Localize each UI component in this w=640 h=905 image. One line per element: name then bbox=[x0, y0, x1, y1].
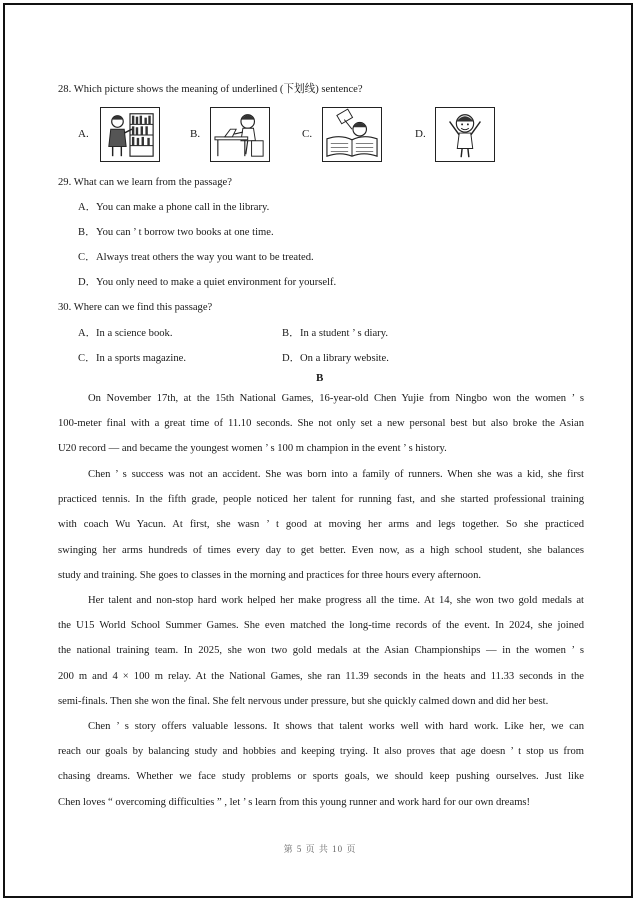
passage-line: Chen loves “ overcoming difficulties ” , let ’ s learn from this young runner and work hard for our own dreams! bbox=[58, 796, 531, 808]
passage-line: the national training team. In 2025, she won two gold medals at the Asian Championships — in the women ’ s bbox=[58, 645, 584, 657]
passage-line: Her talent and non-stop hard work helped her make progress all the time. At 14, she won two gold medals at bbox=[88, 595, 584, 606]
passage-line: with coach Wu Yacun. At first, she wasn ’ t good at moving her arms and legs together. So she practiced bbox=[58, 519, 584, 531]
person-with-open-book-icon bbox=[323, 108, 381, 161]
section-heading: B bbox=[316, 372, 324, 384]
option-letter: C． bbox=[78, 252, 96, 263]
passage-line: semi-finals. Then she won the final. She felt nervous under pressure, but she quickly calmed down and did her best. bbox=[58, 695, 549, 707]
passage-line: Chen ’ s success was not an accident. She was born into a family of runners. When she was a kid, she first bbox=[88, 469, 584, 480]
passage-paragraph-4 bbox=[58, 714, 584, 815]
q30-option-a[interactable] bbox=[78, 327, 172, 340]
q28-stem: 28. Which picture shows the meaning of underlined (下划线) sentence? bbox=[58, 84, 363, 95]
option-text: You can make a phone call in the library. bbox=[96, 202, 270, 213]
passage-paragraph-3 bbox=[58, 588, 584, 714]
person-at-bookshelf-icon bbox=[101, 108, 159, 161]
option-letter: B． bbox=[78, 227, 96, 238]
q30-option-b[interactable] bbox=[282, 327, 388, 340]
option-letter: D． bbox=[282, 353, 301, 364]
q28-option-b-letter: B. bbox=[190, 128, 201, 140]
person-reading-at-desk-icon bbox=[211, 108, 269, 161]
option-letter: A． bbox=[78, 328, 97, 339]
option-text: In a science book. bbox=[96, 328, 173, 339]
q28-option-d-letter: D. bbox=[415, 128, 426, 140]
q28-picture-b[interactable] bbox=[210, 107, 270, 162]
option-letter: A． bbox=[78, 202, 97, 213]
option-text: You can ’ t borrow two books at one time. bbox=[96, 227, 274, 238]
passage-line: the U15 World School Summer Games. She even matched the long-time records of the event. In 2024, she joined bbox=[58, 620, 584, 632]
q29-option-d[interactable] bbox=[78, 276, 336, 289]
happy-child-arms-raised-icon bbox=[436, 108, 494, 161]
option-letter: B． bbox=[282, 328, 300, 339]
q28-option-a-letter: A. bbox=[78, 128, 89, 140]
option-text: On a library website. bbox=[300, 353, 389, 364]
option-text: You only need to make a quiet environment for yourself. bbox=[96, 277, 337, 288]
passage-line: practiced tennis. In the fifth grade, people noticed her talent for running fast, and she started professional training bbox=[58, 494, 584, 506]
passage-line: On November 17th, at the 15th National Games, 16-year-old Chen Yujie from Ningbo won the women ’ s bbox=[88, 393, 584, 404]
option-text: In a student ’ s diary. bbox=[300, 328, 388, 339]
q29-stem: 29. What can we learn from the passage? bbox=[58, 177, 232, 188]
passage-line: Chen ’ s story offers valuable lessons. It shows that talent works well with hard work. Like her, we can bbox=[88, 721, 584, 732]
passage-paragraph-2 bbox=[58, 462, 584, 588]
passage-line: 200 m and 4 × 100 m relay. At the National Games, she ran 11.39 seconds in the heats and 11.33 seconds in the bbox=[58, 670, 584, 682]
passage-line: chasing dreams. Whether we face study problems or sports goals, we should keep pushing ourselves. Just like bbox=[58, 771, 584, 783]
q30-option-c[interactable] bbox=[78, 352, 186, 365]
option-text: Always treat others the way you want to be treated. bbox=[96, 252, 314, 263]
passage-line: swinging her arms hundreds of times every day to get better. Even now, as a high school student, she balances bbox=[58, 544, 584, 556]
passage-line: reach our goals by balancing study and hobbies and keeping trying. It also proves that age doesn ’ t stop us from bbox=[58, 746, 584, 758]
passage-line: 100-meter final with a great time of 11.10 seconds. She not only set a new personal best but also broke the Asian bbox=[58, 418, 584, 430]
option-letter: D． bbox=[78, 277, 97, 288]
q28-picture-a[interactable] bbox=[100, 107, 160, 162]
passage-paragraph-1 bbox=[58, 386, 584, 462]
q30-option-d[interactable] bbox=[282, 352, 389, 365]
page-footer: 第 5 页 共 10 页 bbox=[283, 844, 357, 854]
q28-picture-d[interactable] bbox=[435, 107, 495, 162]
passage-line: study and training. She goes to classes in the morning and practices for three hours every afternoon. bbox=[58, 569, 482, 581]
q30-stem: 30. Where can we find this passage? bbox=[58, 302, 213, 313]
option-text: In a sports magazine. bbox=[96, 353, 187, 364]
q28-option-c-letter: C. bbox=[302, 128, 313, 140]
passage-line: U20 record — and became the youngest women ’ s 100 m champion in the event ’ s history. bbox=[58, 443, 447, 455]
q29-option-c[interactable] bbox=[78, 251, 314, 264]
q29-option-a[interactable] bbox=[78, 201, 269, 214]
option-letter: C． bbox=[78, 353, 96, 364]
q29-option-b[interactable] bbox=[78, 226, 274, 239]
q28-picture-c[interactable] bbox=[322, 107, 382, 162]
